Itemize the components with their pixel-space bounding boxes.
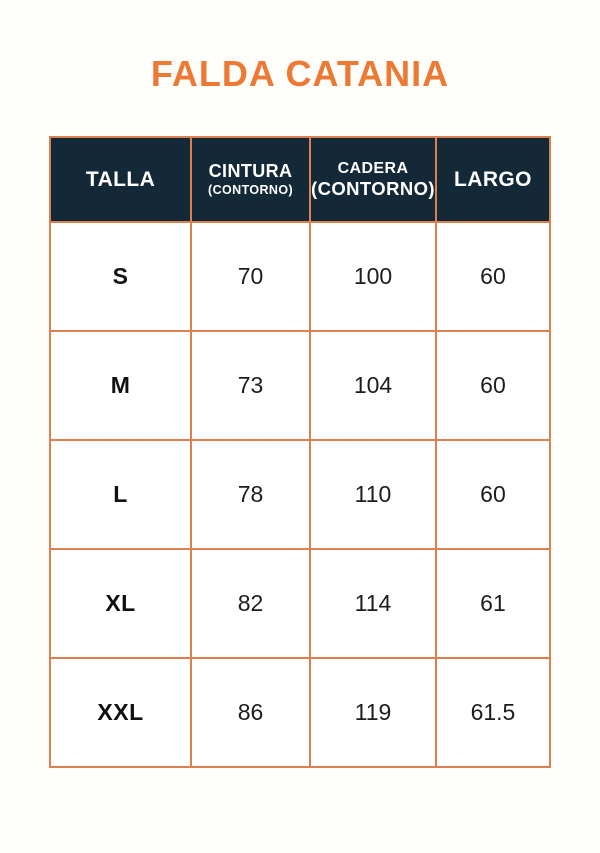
header-cell-cadera bbox=[310, 137, 436, 222]
largo-value-cell: 60 bbox=[436, 331, 550, 440]
cintura-value-cell: 82 bbox=[191, 549, 310, 658]
size-cell: L bbox=[50, 440, 191, 549]
header-label: CADERA bbox=[337, 160, 409, 177]
size-chart-table bbox=[49, 136, 551, 768]
table-row bbox=[50, 440, 550, 549]
largo-value-cell: 60 bbox=[436, 222, 550, 331]
header-sublabel: (CONTORNO) bbox=[311, 178, 435, 199]
cadera-value-cell: 110 bbox=[310, 440, 436, 549]
largo-value-cell: 61 bbox=[436, 549, 550, 658]
header-cell-largo bbox=[436, 137, 550, 222]
header-row bbox=[50, 137, 550, 222]
cadera-value-cell: 119 bbox=[310, 658, 436, 767]
cintura-value-cell: 73 bbox=[191, 331, 310, 440]
table-row bbox=[50, 549, 550, 658]
size-cell: XL bbox=[50, 549, 191, 658]
largo-value-cell: 60 bbox=[436, 440, 550, 549]
cintura-value-cell: 86 bbox=[191, 658, 310, 767]
cadera-value-cell: 104 bbox=[310, 331, 436, 440]
header-cell-cintura bbox=[191, 137, 310, 222]
table-row bbox=[50, 331, 550, 440]
header-label: LARGO bbox=[454, 167, 532, 191]
size-cell: M bbox=[50, 331, 191, 440]
largo-value-cell: 61.5 bbox=[436, 658, 550, 767]
table-row bbox=[50, 222, 550, 331]
size-cell: XXL bbox=[50, 658, 191, 767]
header-label: CINTURA bbox=[208, 161, 293, 181]
header-sublabel: (CONTORNO) bbox=[208, 183, 294, 197]
size-cell: S bbox=[50, 222, 191, 331]
header-label: TALLA bbox=[85, 167, 156, 191]
page-title: FALDA CATANIA bbox=[150, 53, 450, 94]
cadera-value-cell: 114 bbox=[310, 549, 436, 658]
table-row bbox=[50, 658, 550, 767]
cintura-value-cell: 78 bbox=[191, 440, 310, 549]
cintura-value-cell: 70 bbox=[191, 222, 310, 331]
header-cell-talla bbox=[50, 137, 191, 222]
cadera-value-cell: 100 bbox=[310, 222, 436, 331]
